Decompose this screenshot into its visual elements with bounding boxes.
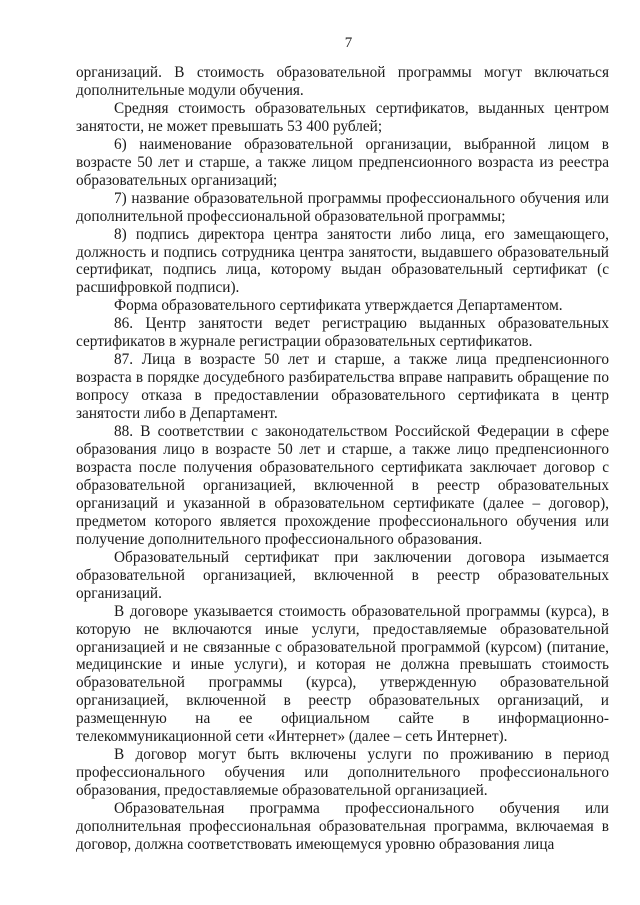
paragraph-certificate-withdrawal: Образовательный сертификат при заключении договора изымается образовательной организацией, включенной в реестр образовательных организаций.: [76, 548, 609, 602]
paragraph-87: 87. Лица в возрасте 50 лет и старше, а также лица предпенсионного возраста в порядке досудебного разбирательства вправе направить обращение по вопросу отказа в предоставлении образовательного сертификата в центр занятости либо в Департамент.: [76, 351, 609, 423]
paragraph-item-6: 6) наименование образовательной организации, выбранной лицом в возрасте 50 лет и старше, а также лицом предпенсионного возраста из реестра образовательных организаций;: [76, 135, 609, 189]
paragraph-86: 86. Центр занятости ведет регистрацию выданных образовательных сертификатов в журнале регистрации образовательных сертификатов.: [76, 315, 609, 351]
paragraph-average-cost: Средняя стоимость образовательных сертификатов, выданных центром занятости, не может превышать 53 400 рублей;: [76, 99, 609, 135]
paragraph-contract-cost: В договоре указывается стоимость образовательной программы (курса), в которую не включаются иные услуги, предоставляемые образовательной организацией и не связанные с образовательной программой (курсом) (питание, медицинские и иные услуги), и которая не должна превышать стоимость образовательной программы (курса), утвержденную образовательной организацией, включенной в реестр образовательных организаций, и размещенную на ее официальном сайте в информационно-телекоммуникационной сети «Интернет» (далее – сеть Интернет).: [76, 602, 609, 746]
paragraph-item-8: 8) подпись директора центра занятости либо лица, его замещающего, должность и подпись сотрудника центра занятости, выдавшего образовательный сертификат, подпись лица, которому выдан образовательный сертификат (с расшифровкой подписи).: [76, 225, 609, 297]
paragraph-88: 88. В соответствии с законодательством Российской Федерации в сфере образования лицо в возрасте 50 лет и старше, а также лицо предпенсионного возраста после получения образовательного сертификата заключает договор с образовательной организацией, включенной в реестр образовательных организаций и указанной в образовательном сертификате (далее – договор), предметом которого является прохождение профессионального обучения или получение дополнительного профессионального образования.: [76, 423, 609, 548]
paragraph-certificate-form: Форма образовательного сертификата утверждается Департаментом.: [114, 297, 563, 315]
paragraph-accommodation: В договор могут быть включены услуги по проживанию в период профессионального обучения или дополнительного профессионального образования, предоставляемые образовательной организацией.: [76, 746, 609, 800]
paragraph-item-7: 7) название образовательной программы профессионального обучения или дополнительной профессиональной образовательной программы;: [76, 189, 609, 225]
paragraph-program-level: Образовательная программа профессионального обучения или дополнительная профессиональная образовательная программа, включаемая в договор, должна соответствовать имеющемуся уровню образования лица: [76, 800, 609, 853]
paragraph-continuation: организаций. В стоимость образовательной программы могут включаться дополнительные модули обучения.: [76, 64, 609, 99]
page-number: 7: [344, 35, 353, 51]
document-body: [76, 64, 609, 854]
